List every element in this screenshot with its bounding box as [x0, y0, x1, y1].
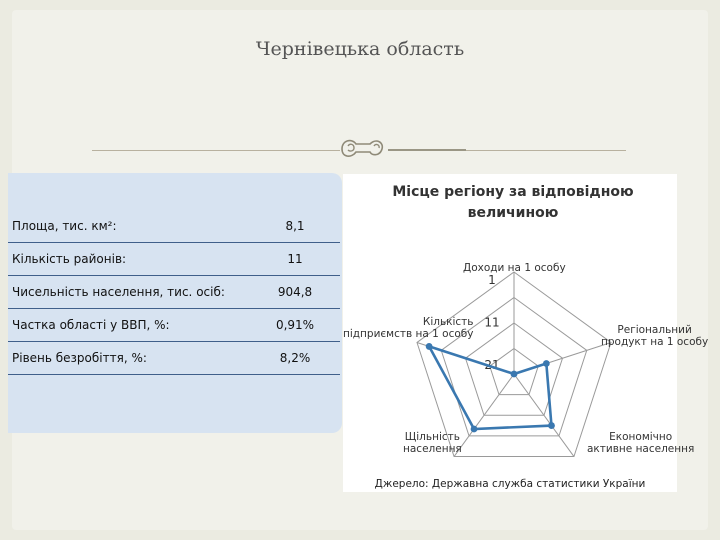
radar-tick-label: 21: [484, 358, 500, 372]
radar-category-label: Регіональний продукт на 1 особу: [601, 324, 709, 348]
slide-title: Чернівецька область: [255, 38, 465, 60]
radar-tick-label: 11: [484, 315, 500, 330]
divider-left: [92, 150, 340, 151]
chart-title: Місце регіону за відповідною величиною: [392, 184, 634, 221]
radar-category-label: Доходи на 1 особу: [463, 262, 566, 274]
row-label: Чисельність населення, тис. осіб:: [8, 276, 250, 309]
radar-chart-card: [343, 174, 709, 492]
radar-category-label: Щільність населення: [403, 431, 462, 455]
chart-source: Джерело: Державна служба статистики України: [374, 478, 646, 490]
radar-point: [426, 343, 433, 350]
table-row: [8, 342, 340, 375]
radar-point: [471, 426, 478, 433]
radar-category-label: Кількість підприємств на 1 особу: [343, 316, 474, 340]
divider-accent: [388, 149, 466, 151]
row-value: 11: [250, 243, 340, 276]
row-label: Частка області у ВВП, %:: [8, 309, 250, 342]
row-value: 8,2%: [250, 342, 340, 375]
radar-point: [511, 371, 518, 378]
table-row: [8, 243, 340, 276]
row-value: 8,1: [250, 210, 340, 243]
radar-point: [543, 360, 550, 367]
table-row: [8, 210, 340, 243]
row-label: Кількість районів:: [8, 243, 250, 276]
scroll-ornament-icon: [336, 134, 388, 164]
row-value: 0,91%: [250, 309, 340, 342]
radar-tick-label: 1: [488, 273, 496, 287]
radar-category-label: Економічно активне населення: [587, 431, 695, 455]
row-label: Рівень безробіття, %:: [8, 342, 250, 375]
table-row: [8, 309, 340, 342]
radar-point: [548, 422, 555, 429]
row-label: Площа, тис. км²:: [8, 210, 250, 243]
row-value: 904,8: [250, 276, 340, 309]
info-table: [8, 210, 340, 375]
table-row: [8, 276, 340, 309]
